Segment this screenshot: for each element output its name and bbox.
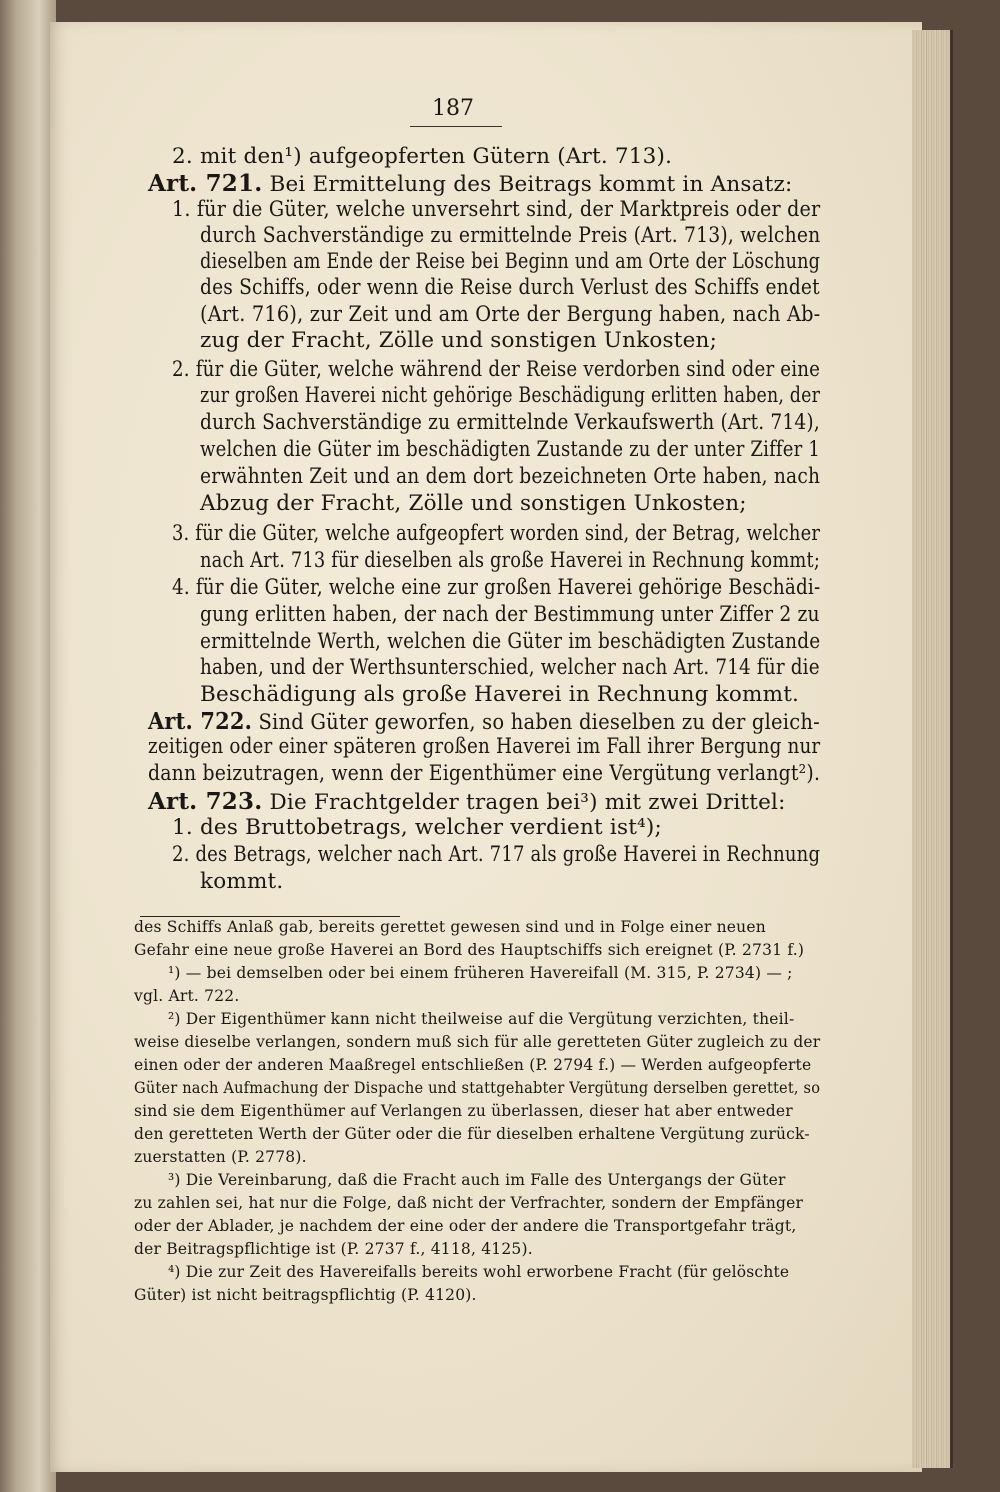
text-line: [200, 275, 820, 300]
text-line: [172, 815, 662, 840]
line-text: des Schiffs, oder wenn die Reise durch Verlust des Schiffs endet: [200, 275, 820, 300]
header-rule: [410, 126, 502, 127]
footnote-line: der Beitragspflichtige ist (P. 2737 f., 4118, 4125).: [134, 1240, 533, 1258]
footnote-line: ²) Der Eigenthümer kann nicht theilweise auf die Vergütung verzichten, theil-: [168, 1010, 795, 1028]
text-line: [200, 302, 820, 327]
text-line: [200, 491, 747, 516]
line-text: zur großen Haverei nicht gehörige Beschädigung erlitten haben, der: [200, 383, 821, 408]
footnote-line: weise dieselbe verlangen, sondern muß sich für alle geretteten Güter zugleich zu der: [134, 1033, 821, 1051]
text-line: [172, 197, 820, 222]
footnote-line: oder der Ablader, je nachdem der eine oder der andere die Transportgefahr trägt,: [134, 1217, 797, 1235]
text-line: [148, 170, 792, 197]
text-line: [200, 410, 820, 435]
text-line: [200, 602, 820, 627]
line-text: zug der Fracht, Zölle und sonstigen Unkosten;: [200, 328, 718, 353]
text-line: [148, 761, 820, 786]
line-text: (Art. 716), zur Zeit und am Orte der Bergung haben, nach Ab-: [200, 302, 821, 327]
text-line: [200, 437, 820, 462]
text-line: [200, 629, 820, 654]
text-line: [148, 708, 820, 735]
footnote-line: einen oder der anderen Maaßregel entschließen (P. 2794 f.) — Werden aufgeopferte: [134, 1056, 812, 1074]
article-heading: Art. 723.: [148, 788, 263, 815]
line-text: ermittelnde Werth, welchen die Güter im beschädigten Zustande: [200, 629, 821, 654]
article-heading: Art. 722.: [148, 708, 253, 735]
footnote-line: Güter nach Aufmachung der Dispache und stattgehabter Vergütung derselben gerettet, so: [134, 1079, 821, 1097]
text-line: [200, 328, 717, 353]
line-text: kommt.: [200, 869, 284, 894]
text-line: [200, 548, 820, 573]
line-text: durch Sachverständige zu ermittelnde Verkaufswerth (Art. 714),: [200, 410, 820, 435]
text-line: [148, 788, 786, 815]
line-text: dieselben am Ende der Reise bei Beginn und am Orte der Löschung: [200, 249, 821, 274]
line-text: Die Frachtgelder tragen bei³) mit zwei Drittel:: [262, 790, 786, 815]
line-text: 1. für die Güter, welche unversehrt sind, der Marktpreis oder der: [172, 197, 821, 222]
footnote-line: ¹) — bei demselben oder bei einem früheren Havereifall (M. 315, P. 2734) — ;: [168, 964, 793, 982]
footnote-line: Güter) ist nicht beitragspflichtig (P. 4120).: [134, 1286, 477, 1304]
text-line: [172, 144, 672, 169]
text-line: [172, 842, 820, 867]
line-text: gung erlitten haben, der nach der Bestimmung unter Ziffer 2 zu: [200, 602, 820, 627]
page-number: 187: [432, 96, 474, 121]
footnote-line: ⁴) Die zur Zeit des Havereifalls bereits wohl erworbene Fracht (für gelöschte: [168, 1263, 790, 1281]
text-line: [200, 383, 820, 408]
text-line: [200, 682, 799, 707]
footnote-line: ³) Die Vereinbarung, daß die Fracht auch im Falle des Untergangs der Güter: [168, 1171, 786, 1189]
line-text: 3. für die Güter, welche aufgeopfert worden sind, der Betrag, welcher: [172, 521, 821, 546]
text-line: [172, 357, 820, 382]
line-text: 1. des Bruttobetrags, welcher verdient ist⁴);: [172, 815, 662, 840]
footnote-line: sind sie dem Eigenthümer auf Verlangen zu überlassen, dieser hat aber entweder: [134, 1102, 793, 1120]
line-text: erwähnten Zeit und an dem dort bezeichneten Orte haben, nach: [200, 464, 821, 489]
text-line: [172, 575, 820, 600]
footnote-line: vgl. Art. 722.: [134, 987, 240, 1005]
text-line: [200, 464, 820, 489]
text-line: [148, 734, 820, 759]
footnote-line: zuerstatten (P. 2778).: [134, 1148, 307, 1166]
line-text: 2. mit den¹) aufgeopferten Gütern (Art. 713).: [172, 144, 673, 169]
line-text: 2. für die Güter, welche während der Reise verdorben sind oder eine: [172, 357, 821, 382]
text-line: [200, 223, 820, 248]
line-text: Beschädigung als große Haverei in Rechnung kommt.: [200, 682, 800, 707]
line-text: haben, und der Werthsunterschied, welcher nach Art. 714 für die: [200, 655, 820, 680]
footnote-line: zu zahlen sei, hat nur die Folge, daß nicht der Verfrachter, sondern der Empfänger: [134, 1194, 804, 1212]
line-text: 4. für die Güter, welche eine zur großen Haverei gehörige Beschädi-: [172, 575, 821, 600]
text-line: [200, 655, 820, 680]
line-text: nach Art. 713 für dieselben als große Haverei in Rechnung kommt;: [200, 548, 821, 573]
line-text: welchen die Güter im beschädigten Zustande zu der unter Ziffer 1: [200, 437, 821, 462]
line-text: durch Sachverständige zu ermittelnde Preis (Art. 713), welchen: [200, 223, 821, 248]
text-line: [172, 521, 820, 546]
line-text: dann beizutragen, wenn der Eigenthümer eine Vergütung verlangt²).: [148, 761, 821, 786]
line-text: Sind Güter geworfen, so haben dieselben zu der gleich-: [252, 710, 820, 735]
line-text: Abzug der Fracht, Zölle und sonstigen Unkosten;: [200, 491, 747, 516]
line-text: 2. des Betrags, welcher nach Art. 717 als große Haverei in Rechnung: [172, 842, 821, 867]
footnote-rule: [140, 916, 400, 917]
line-text: zeitigen oder einer späteren großen Haverei im Fall ihrer Bergung nur: [148, 734, 821, 759]
article-heading: Art. 721.: [148, 170, 263, 197]
footnote-line: Gefahr eine neue große Haverei an Bord des Hauptschiffs sich ereignet (P. 2731 f.): [134, 941, 805, 959]
footnote-line: des Schiffs Anlaß gab, bereits gerettet gewesen sind und in Folge einer neuen: [134, 918, 766, 936]
footnote-line: den geretteten Werth der Güter oder die für dieselben erhaltene Vergütung zurück-: [134, 1125, 810, 1143]
line-text: Bei Ermittelung des Beitrags kommt in Ansatz:: [262, 172, 793, 197]
text-line: [200, 249, 820, 274]
text-line: [200, 869, 283, 894]
